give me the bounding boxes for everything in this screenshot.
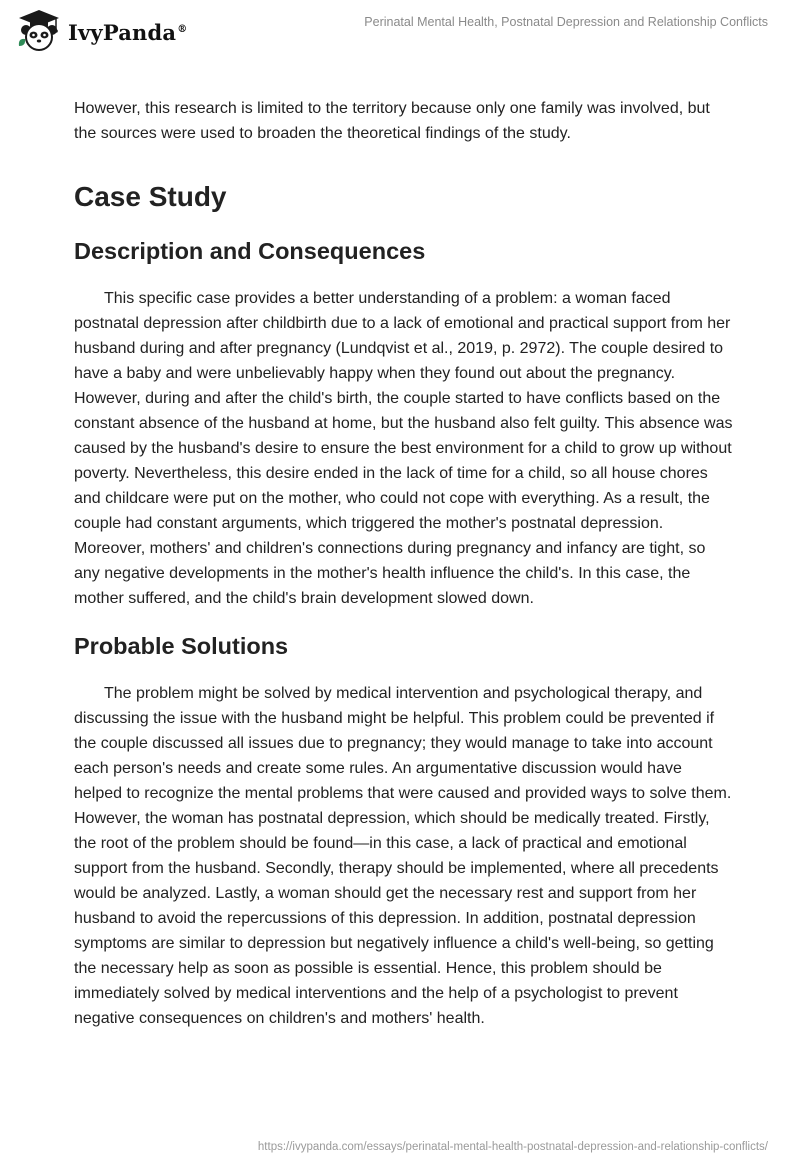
source-url[interactable]: https://ivypanda.com/essays/perinatal-mental-health-postnatal-depression-and-relationship-conflicts/: [257, 1141, 768, 1153]
document-title: Perinatal Mental Health, Postnatal Depression and Relationship Conflicts: [364, 15, 768, 29]
article-body: [74, 96, 734, 1031]
description-heading: Description and Consequences: [74, 238, 426, 264]
brand-logo[interactable]: [16, 8, 187, 54]
page-header: [0, 0, 800, 60]
intro-paragraph: However, this research is limited to the territory because only one family was involved, but the sources were used to broaden the theoretical findings of the study.: [74, 100, 710, 142]
solutions-heading: Probable Solutions: [74, 633, 289, 659]
description-paragraph: This specific case provides a better understanding of a problem: a woman faced postnatal depression after childbirth due to a lack of emotional and practical support from her husband during and after pregnancy (Lundqvist et al., 2019, p. 2972). The couple desired to have a baby and were unbelievably happy when they found out about the pregnancy. However, during and after the child's birth, the couple started to have conflicts based on the constant absence of the husband at home, but the husband also felt guilty. This absence was caused by the husband's desire to ensure the best environment for a child to grow up without poverty. Nevertheless, this desire ended in the lack of time for a child, so all house chores and childcare were put on the mother, who could not cope with everything. As a result, the couple had constant arguments, which triggered the mother's postnatal depression. Moreover, mothers' and children's connections during pregnancy and infancy are tight, so any negative developments in the mother's health influence the child's. In this case, the mother suffered, and the child's brain development slowed down.: [74, 290, 733, 607]
panda-graduate-icon: [16, 8, 62, 54]
solutions-paragraph: The problem might be solved by medical intervention and psychological therapy, and discussing the issue with the husband might be helpful. This problem could be prevented if the couple discussed all issues due to pregnancy; they would manage to take into account each person's needs and create some rules. An argumentative discussion would have helped to recognize the mental problems that were caused and provided ways to solve them. However, the woman has postnatal depression, which should be medically treated. Firstly, the root of the problem should be found—in this case, a lack of practical and emotional support from the husband. Secondly, therapy should be implemented, where all precedents would be analyzed. Lastly, a woman should get the necessary rest and support from her husband to avoid the repercussions of this depression. In addition, postnatal depression symptoms are similar to depression but negatively influence a child's well-being, so getting the necessary help as soon as possible is essential. Hence, this problem should be immediately solved by medical interventions and the help of a psychologist to prevent negative consequences on children's and mothers' health.: [74, 685, 732, 1027]
brand-name: IvyPanda®: [68, 19, 188, 45]
registered-mark: ®: [177, 23, 188, 35]
case-study-heading: Case Study: [74, 181, 227, 212]
